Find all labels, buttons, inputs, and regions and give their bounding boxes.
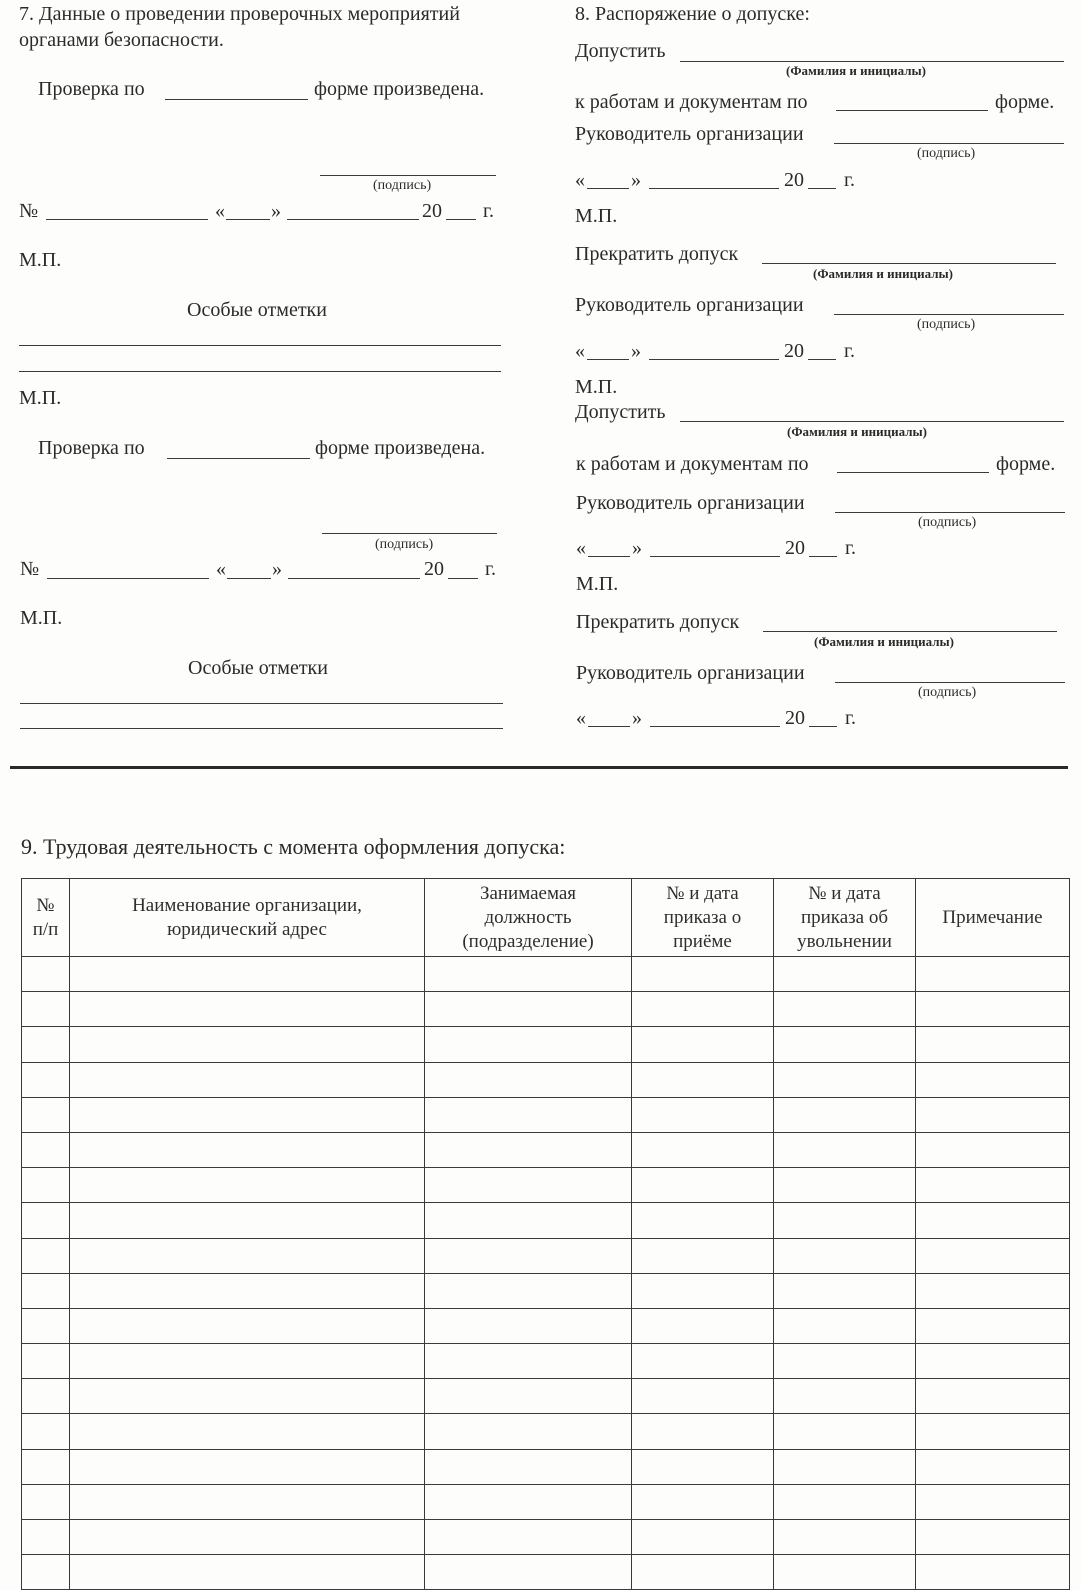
table-cell[interactable] xyxy=(425,1414,632,1449)
signature-field-check-2[interactable] xyxy=(322,533,497,534)
table-cell[interactable] xyxy=(632,1379,774,1414)
table-cell[interactable] xyxy=(632,957,774,992)
stamp-label: М.П. xyxy=(576,573,619,595)
table-cell[interactable] xyxy=(425,1097,632,1132)
signature-caption: (подпись) xyxy=(373,178,432,193)
table-cell[interactable] xyxy=(916,957,1070,992)
table-cell[interactable] xyxy=(774,1097,916,1132)
table-cell[interactable] xyxy=(916,1132,1070,1167)
table-cell[interactable] xyxy=(70,1414,425,1449)
year-field[interactable] xyxy=(808,359,836,360)
special-marks-line[interactable] xyxy=(19,371,501,372)
table-cell[interactable] xyxy=(774,1308,916,1343)
admit-label: Допустить xyxy=(575,40,666,62)
table-cell[interactable] xyxy=(774,957,916,992)
table-cell[interactable] xyxy=(70,1203,425,1238)
table-cell[interactable] xyxy=(22,1203,70,1238)
name-caption: (Фамилия и инициалы) xyxy=(813,266,953,281)
employment-table xyxy=(21,878,1070,1590)
table-cell[interactable] xyxy=(916,1484,1070,1519)
table-cell[interactable] xyxy=(916,1520,1070,1555)
table-cell[interactable] xyxy=(22,1273,70,1308)
table-cell[interactable] xyxy=(774,1027,916,1062)
table-cell[interactable] xyxy=(22,1484,70,1519)
table-cell[interactable] xyxy=(774,1379,916,1414)
table-row xyxy=(22,992,1070,1027)
table-cell[interactable] xyxy=(774,1520,916,1555)
year-field[interactable] xyxy=(446,219,476,220)
table-cell[interactable] xyxy=(632,1062,774,1097)
signature-caption: (подпись) xyxy=(918,685,977,700)
table-row xyxy=(22,1273,1070,1308)
table-cell[interactable] xyxy=(70,1308,425,1343)
table-cell[interactable] xyxy=(425,1484,632,1519)
table-row xyxy=(22,1449,1070,1484)
table-row xyxy=(22,1484,1070,1519)
table-cell[interactable] xyxy=(425,1238,632,1273)
head-label: Руководитель организации xyxy=(576,662,805,684)
table-cell[interactable] xyxy=(632,1414,774,1449)
col-header-note: Примечание xyxy=(916,879,1070,957)
year-field[interactable] xyxy=(808,188,836,189)
stamp-label: М.П. xyxy=(19,249,62,271)
table-row xyxy=(22,1344,1070,1379)
table-cell[interactable] xyxy=(425,957,632,992)
quote-open: « xyxy=(216,558,226,580)
table-cell[interactable] xyxy=(22,1238,70,1273)
table-cell[interactable] xyxy=(774,1484,916,1519)
table-cell[interactable] xyxy=(774,1238,916,1273)
day-field[interactable] xyxy=(587,188,629,189)
year-field[interactable] xyxy=(448,578,478,579)
year-prefix: 20 xyxy=(784,340,804,362)
works-label: к работам и документам по xyxy=(576,453,809,475)
year-prefix: 20 xyxy=(422,200,442,222)
table-cell[interactable] xyxy=(774,1062,916,1097)
table-cell[interactable] xyxy=(22,1097,70,1132)
table-cell[interactable] xyxy=(425,1308,632,1343)
month-field[interactable] xyxy=(287,219,419,220)
table-row xyxy=(22,1555,1070,1590)
table-cell[interactable] xyxy=(22,1520,70,1555)
col-header-organization: Наименование организации, юридический адрес xyxy=(70,879,425,957)
signature-caption: (подпись) xyxy=(918,515,977,530)
table-cell[interactable] xyxy=(916,1273,1070,1308)
quote-close: » xyxy=(631,340,641,362)
table-row xyxy=(22,1168,1070,1203)
head-label: Руководитель организации xyxy=(575,123,804,145)
table-cell[interactable] xyxy=(632,1555,774,1590)
col-header-dismissal-order: № и дата приказа об увольнении xyxy=(774,879,916,957)
year-field[interactable] xyxy=(809,726,837,727)
table-cell[interactable] xyxy=(916,1308,1070,1343)
check-result-text-1: форме произведена. xyxy=(314,78,485,100)
works-suffix: форме. xyxy=(995,91,1055,113)
quote-close: » xyxy=(631,169,641,191)
head-signature-field[interactable] xyxy=(835,682,1065,683)
section8-title: 8. Распоряжение о допуске: xyxy=(575,3,810,25)
table-cell[interactable] xyxy=(70,1555,425,1590)
quote-open: « xyxy=(215,200,225,222)
table-row xyxy=(22,1379,1070,1414)
terminate-name-field[interactable] xyxy=(762,263,1056,264)
table-cell[interactable] xyxy=(425,1555,632,1590)
quote-open: « xyxy=(575,340,585,362)
quote-close: » xyxy=(632,707,642,729)
table-cell[interactable] xyxy=(70,1168,425,1203)
table-cell[interactable] xyxy=(632,1273,774,1308)
table-row xyxy=(22,1203,1070,1238)
table-cell[interactable] xyxy=(22,1379,70,1414)
check-number-field-2[interactable] xyxy=(47,578,209,579)
day-field[interactable] xyxy=(226,219,270,220)
table-row xyxy=(22,1308,1070,1343)
table-cell[interactable] xyxy=(916,1203,1070,1238)
table-cell[interactable] xyxy=(22,1132,70,1167)
year-prefix: 20 xyxy=(785,537,805,559)
stamp-label: М.П. xyxy=(19,387,62,409)
check-form-label-2: Проверка по xyxy=(38,437,145,459)
table-cell[interactable] xyxy=(22,1344,70,1379)
table-cell[interactable] xyxy=(22,1308,70,1343)
head-label: Руководитель организации xyxy=(576,492,805,514)
section-divider xyxy=(10,766,1068,769)
quote-close: » xyxy=(271,200,281,222)
quote-close: » xyxy=(632,537,642,559)
table-row xyxy=(22,957,1070,992)
name-caption: (Фамилия и инициалы) xyxy=(814,634,954,649)
year-suffix: г. xyxy=(845,707,856,729)
table-cell[interactable] xyxy=(916,1555,1070,1590)
table-cell[interactable] xyxy=(632,1449,774,1484)
table-row xyxy=(22,1238,1070,1273)
head-signature-field[interactable] xyxy=(835,512,1065,513)
table-cell[interactable] xyxy=(916,1027,1070,1062)
name-caption: (Фамилия и инициалы) xyxy=(786,63,926,78)
works-form-field[interactable] xyxy=(836,110,988,111)
table-cell[interactable] xyxy=(22,1414,70,1449)
admit-label: Допустить xyxy=(575,401,666,423)
quote-open: « xyxy=(576,537,586,559)
admit-name-field[interactable] xyxy=(680,421,1064,422)
head-signature-field[interactable] xyxy=(834,314,1064,315)
table-cell[interactable] xyxy=(632,1484,774,1519)
table-cell[interactable] xyxy=(916,1097,1070,1132)
day-field[interactable] xyxy=(588,556,630,557)
table-cell[interactable] xyxy=(774,992,916,1027)
works-label: к работам и документам по xyxy=(575,91,808,113)
table-cell[interactable] xyxy=(70,1097,425,1132)
table-cell[interactable] xyxy=(632,1097,774,1132)
table-cell[interactable] xyxy=(425,1062,632,1097)
year-suffix: г. xyxy=(844,169,855,191)
works-suffix: форме. xyxy=(996,453,1056,475)
table-cell[interactable] xyxy=(22,1027,70,1062)
table-cell[interactable] xyxy=(22,1062,70,1097)
table-cell[interactable] xyxy=(632,1203,774,1238)
table-cell[interactable] xyxy=(22,1555,70,1590)
month-field[interactable] xyxy=(649,359,779,360)
table-cell[interactable] xyxy=(425,1379,632,1414)
table-row xyxy=(22,1027,1070,1062)
table-row xyxy=(22,1097,1070,1132)
table-cell[interactable] xyxy=(916,1379,1070,1414)
name-caption: (Фамилия и инициалы) xyxy=(787,424,927,439)
head-signature-field[interactable] xyxy=(834,143,1064,144)
signature-caption: (подпись) xyxy=(375,537,434,552)
table-cell[interactable] xyxy=(632,1238,774,1273)
quote-close: » xyxy=(272,558,282,580)
table-cell[interactable] xyxy=(774,1449,916,1484)
section7-title-line1: 7. Данные о проведении проверочных мероприятий xyxy=(19,3,460,25)
table-cell[interactable] xyxy=(916,1344,1070,1379)
check-form-field-1[interactable] xyxy=(165,99,308,100)
table-row xyxy=(22,1520,1070,1555)
table-cell[interactable] xyxy=(22,1168,70,1203)
table-cell[interactable] xyxy=(916,1062,1070,1097)
table-cell[interactable] xyxy=(632,1344,774,1379)
table-cell[interactable] xyxy=(632,1520,774,1555)
number-sign: № xyxy=(19,200,39,222)
works-form-field[interactable] xyxy=(837,472,989,473)
col-header-number: № п/п xyxy=(22,879,70,957)
section7-title-line2: органами безопасности. xyxy=(19,29,224,51)
special-marks-heading: Особые отметки xyxy=(187,299,327,321)
year-prefix: 20 xyxy=(785,707,805,729)
table-cell[interactable] xyxy=(774,1414,916,1449)
table-cell[interactable] xyxy=(774,1132,916,1167)
table-cell[interactable] xyxy=(632,1027,774,1062)
table-cell[interactable] xyxy=(425,992,632,1027)
table-cell[interactable] xyxy=(916,1449,1070,1484)
signature-caption: (подпись) xyxy=(917,146,976,161)
stamp-label: М.П. xyxy=(575,376,618,398)
table-row xyxy=(22,1132,1070,1167)
table-cell[interactable] xyxy=(70,1273,425,1308)
table-cell[interactable] xyxy=(774,1555,916,1590)
year-suffix: г. xyxy=(483,200,494,222)
table-row xyxy=(22,1414,1070,1449)
check-form-field-2[interactable] xyxy=(167,458,310,459)
table-cell[interactable] xyxy=(632,1132,774,1167)
table-cell[interactable] xyxy=(70,1062,425,1097)
special-marks-line[interactable] xyxy=(20,728,503,729)
table-cell[interactable] xyxy=(70,1449,425,1484)
table-cell[interactable] xyxy=(70,1379,425,1414)
stamp-label: М.П. xyxy=(20,607,63,629)
year-prefix: 20 xyxy=(784,169,804,191)
terminate-name-field[interactable] xyxy=(763,631,1057,632)
table-cell[interactable] xyxy=(425,1344,632,1379)
table-cell[interactable] xyxy=(916,1168,1070,1203)
stamp-label: М.П. xyxy=(575,205,618,227)
table-cell[interactable] xyxy=(632,1168,774,1203)
table-cell[interactable] xyxy=(70,1344,425,1379)
year-suffix: г. xyxy=(845,537,856,559)
table-cell[interactable] xyxy=(22,1449,70,1484)
table-header-row xyxy=(22,879,1070,957)
table-cell[interactable] xyxy=(916,1414,1070,1449)
signature-caption: (подпись) xyxy=(917,317,976,332)
table-cell[interactable] xyxy=(425,1027,632,1062)
check-number-field-1[interactable] xyxy=(46,219,208,220)
year-suffix: г. xyxy=(485,558,496,580)
day-field[interactable] xyxy=(227,578,271,579)
special-marks-line[interactable] xyxy=(19,345,501,346)
table-cell[interactable] xyxy=(425,1449,632,1484)
month-field[interactable] xyxy=(650,726,780,727)
month-field[interactable] xyxy=(649,188,779,189)
day-field[interactable] xyxy=(588,726,630,727)
quote-open: « xyxy=(576,707,586,729)
year-field[interactable] xyxy=(809,556,837,557)
table-cell[interactable] xyxy=(70,957,425,992)
table-cell[interactable] xyxy=(70,1027,425,1062)
year-prefix: 20 xyxy=(424,558,444,580)
table-cell[interactable] xyxy=(22,957,70,992)
table-cell[interactable] xyxy=(774,1344,916,1379)
special-marks-heading: Особые отметки xyxy=(188,657,328,679)
table-cell[interactable] xyxy=(425,1168,632,1203)
check-result-text-2: форме произведена. xyxy=(315,437,486,459)
table-cell[interactable] xyxy=(632,1308,774,1343)
special-marks-line[interactable] xyxy=(20,703,503,704)
head-label: Руководитель организации xyxy=(575,294,804,316)
day-field[interactable] xyxy=(587,359,629,360)
table-cell[interactable] xyxy=(774,1203,916,1238)
signature-field-check-1[interactable] xyxy=(320,175,496,176)
check-form-label-1: Проверка по xyxy=(38,78,145,100)
admit-name-field[interactable] xyxy=(680,61,1064,62)
quote-open: « xyxy=(575,169,585,191)
table-row xyxy=(22,1062,1070,1097)
month-field[interactable] xyxy=(288,578,420,579)
table-cell[interactable] xyxy=(916,992,1070,1027)
table-cell[interactable] xyxy=(70,1132,425,1167)
year-suffix: г. xyxy=(844,340,855,362)
table-cell[interactable] xyxy=(425,1132,632,1167)
table-cell[interactable] xyxy=(916,1238,1070,1273)
table-cell[interactable] xyxy=(70,992,425,1027)
month-field[interactable] xyxy=(650,556,780,557)
section9-title: 9. Трудовая деятельность с момента оформления допуска: xyxy=(21,834,566,859)
table-cell[interactable] xyxy=(70,1484,425,1519)
col-header-hire-order: № и дата приказа о приёме xyxy=(632,879,774,957)
col-header-position: Занимаемая должность (подразделение) xyxy=(425,879,632,957)
table-cell[interactable] xyxy=(70,1238,425,1273)
table-cell[interactable] xyxy=(22,992,70,1027)
table-cell[interactable] xyxy=(425,1203,632,1238)
number-sign: № xyxy=(20,558,40,580)
table-cell[interactable] xyxy=(425,1520,632,1555)
table-cell[interactable] xyxy=(425,1273,632,1308)
table-cell[interactable] xyxy=(632,992,774,1027)
terminate-label: Прекратить допуск xyxy=(576,611,740,633)
terminate-label: Прекратить допуск xyxy=(575,243,739,265)
table-cell[interactable] xyxy=(70,1520,425,1555)
table-cell[interactable] xyxy=(774,1168,916,1203)
table-cell[interactable] xyxy=(774,1273,916,1308)
